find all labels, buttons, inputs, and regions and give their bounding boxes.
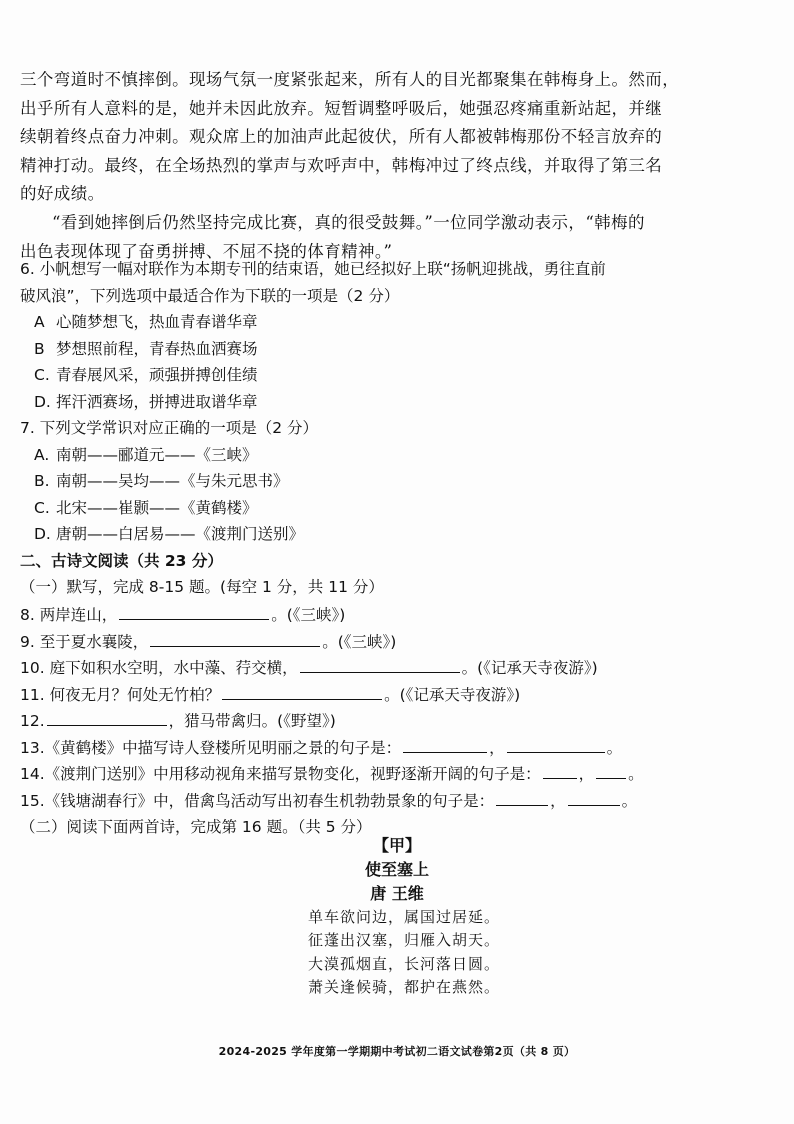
option-letter: B: [34, 339, 45, 358]
q6-stem: 破风浪”，下列选项中最适合作为下联的一项是（2 分）: [20, 286, 400, 305]
q11-source: 。(《记承天寺夜游》): [384, 685, 521, 704]
option-letter: D.: [34, 525, 51, 543]
q11: [20, 682, 780, 709]
q14: [20, 761, 780, 788]
passage-line: 精神打动。最终，在全场热烈的掌声与欢呼声中，韩梅冲过了终点线，并取得了第三名: [20, 155, 663, 175]
q14-answer-blank-2[interactable]: [596, 762, 626, 779]
subsection-title: （二）阅读下面两首诗，完成第 16 题。（共 5 分）: [20, 818, 372, 836]
q8-source: 。(《三峡》): [271, 606, 346, 624]
option-text: 心随梦想飞，热血青春谱华章: [56, 313, 258, 331]
option-text: 挥汗洒赛场，拼搏进取谱华章: [56, 392, 258, 411]
q6-option-b[interactable]: [20, 336, 780, 363]
q7-option-c[interactable]: [20, 495, 780, 522]
option-letter: C.: [34, 498, 50, 517]
q6-option-d[interactable]: [20, 389, 780, 416]
q15: [20, 788, 780, 815]
q9-answer-blank[interactable]: [150, 630, 320, 647]
recitation-questions: [20, 602, 780, 841]
q15-end: 。: [621, 791, 638, 810]
passage-line: 三个弯道时不慎摔倒。现场气氛一度紧张起来，所有人的目光都聚集在韩梅身上。然而，: [20, 70, 680, 89]
option-text: 唐朝——白居易——《渡荆门送别》: [56, 525, 305, 543]
q12: [20, 708, 780, 735]
q11-prompt: 11. 何夜无月？何处无竹柏？: [20, 685, 221, 704]
q11-answer-blank[interactable]: [222, 683, 382, 700]
q13-answer-blank-1[interactable]: [403, 736, 487, 753]
q8-prompt: 8. 两岸连山，: [20, 606, 118, 624]
option-letter: D.: [34, 392, 51, 411]
q10-prompt: 10. 庭下如积水空明，水中藻、荇交横，: [20, 659, 298, 677]
subsection-title: （一）默写，完成 8-15 题。(每空 1 分，共 11 分）: [20, 578, 384, 596]
q8-answer-blank[interactable]: [119, 603, 269, 620]
poem-line: 征蓬出汉塞，归雁入胡天。: [307, 931, 500, 950]
q15-separator: ，: [550, 791, 566, 810]
q13-answer-blank-2[interactable]: [507, 736, 605, 753]
poem-title: 使至塞上: [364, 860, 429, 879]
q10: [20, 655, 780, 682]
q14-answer-blank-1[interactable]: [543, 762, 577, 779]
option-letter: C.: [34, 366, 50, 384]
passage-line: 的好成绩。: [20, 184, 105, 204]
option-letter: A: [34, 313, 45, 331]
poem-line: 单车欲问边，属国过居延。: [307, 908, 500, 926]
q9-source: 。(《三峡》): [322, 632, 397, 651]
q8: [20, 602, 780, 629]
option-text: 梦想照前程，青春热血洒赛场: [56, 339, 258, 358]
passage-line: 出乎所有人意料的是，她并未因此放弃。短暂调整呼吸后，她强忍疼痛重新站起，并继: [20, 98, 663, 118]
q15-answer-blank-1[interactable]: [496, 789, 548, 806]
q7-stem: 7. 下列文学常识对应正确的一项是（2 分）: [20, 419, 319, 437]
q9: [20, 629, 780, 656]
option-text: 南朝——吴均——《与朱元思书》: [56, 472, 289, 490]
section-title: 二、古诗文阅读（共 23 分）: [20, 551, 223, 570]
q7-option-a[interactable]: [20, 442, 780, 469]
q14-prompt: 14.《渡荆门送别》中用移动视角来描写景物变化，视野逐渐开阔的句子是：: [20, 765, 541, 783]
q13-prompt: 13.《黄鹤楼》中描写诗人登楼所见明丽之景的句子是：: [20, 738, 402, 757]
option-text: 青春展风采，顽强拼搏创佳绩: [56, 366, 258, 384]
q12-source: ，猎马带禽归。(《野望》): [168, 712, 336, 730]
q7-option-b[interactable]: [20, 468, 780, 495]
q10-answer-blank[interactable]: [300, 656, 460, 673]
q10-source: 。(《记承天寺夜游》): [461, 659, 598, 677]
q14-separator: ，: [578, 765, 595, 783]
q12-answer-blank[interactable]: [47, 709, 167, 726]
poem-line: 萧关逢候骑，都护在燕然。: [307, 978, 500, 997]
poem-line: 大漠孤烟直，长河落日圆。: [307, 954, 500, 973]
poem-jia: [0, 834, 794, 1000]
poem-label: 【甲】: [372, 836, 421, 855]
passage-line: 出色表现体现了奋勇拼搏、不屈不挠的体育精神。”: [20, 241, 393, 261]
passage-line: 续朝着终点奋力冲刺。观众席上的加油声此起彼伏，所有人都被韩梅那份不轻言放弃的: [20, 127, 663, 147]
option-text: 南朝——郦道元——《三峡》: [56, 445, 258, 464]
q13: [20, 735, 780, 762]
q15-prompt: 15.《钱塘湖春行》中，借禽鸟活动写出初春生机勃勃景象的句子是：: [20, 791, 495, 810]
passage-line: “看到她摔倒后仍然坚持完成比赛，真的很受鼓舞。”一位同学激动表示，“韩梅的: [52, 212, 645, 232]
q9-prompt: 9. 至于夏水襄陵，: [20, 632, 149, 651]
q6-stem: 6. 小帆想写一幅对联作为本期专刊的结束语，她已经拟好上联“扬帆迎挑战，勇往直前: [20, 260, 606, 278]
q12-prompt: 12.: [20, 712, 45, 730]
option-letter: B.: [34, 472, 50, 490]
q14-end: 。: [628, 765, 644, 783]
page-footer: 2024-2025 学年度第一学期期中考试初二语文试卷第2页（共 8 页）: [218, 1045, 576, 1058]
q6-option-c[interactable]: [20, 362, 780, 389]
option-letter: A.: [34, 445, 50, 464]
q15-answer-blank-2[interactable]: [568, 789, 620, 806]
q13-end: 。: [606, 738, 623, 757]
option-text: 北宋——崔颢——《黄鹤楼》: [56, 498, 258, 517]
q13-separator: ，: [489, 738, 505, 757]
questions-6-7: [20, 256, 780, 601]
q7-option-d[interactable]: [20, 521, 780, 548]
reading-passage: [20, 66, 770, 266]
q6-option-a[interactable]: [20, 309, 780, 336]
poem-author: 唐 王维: [370, 884, 424, 903]
